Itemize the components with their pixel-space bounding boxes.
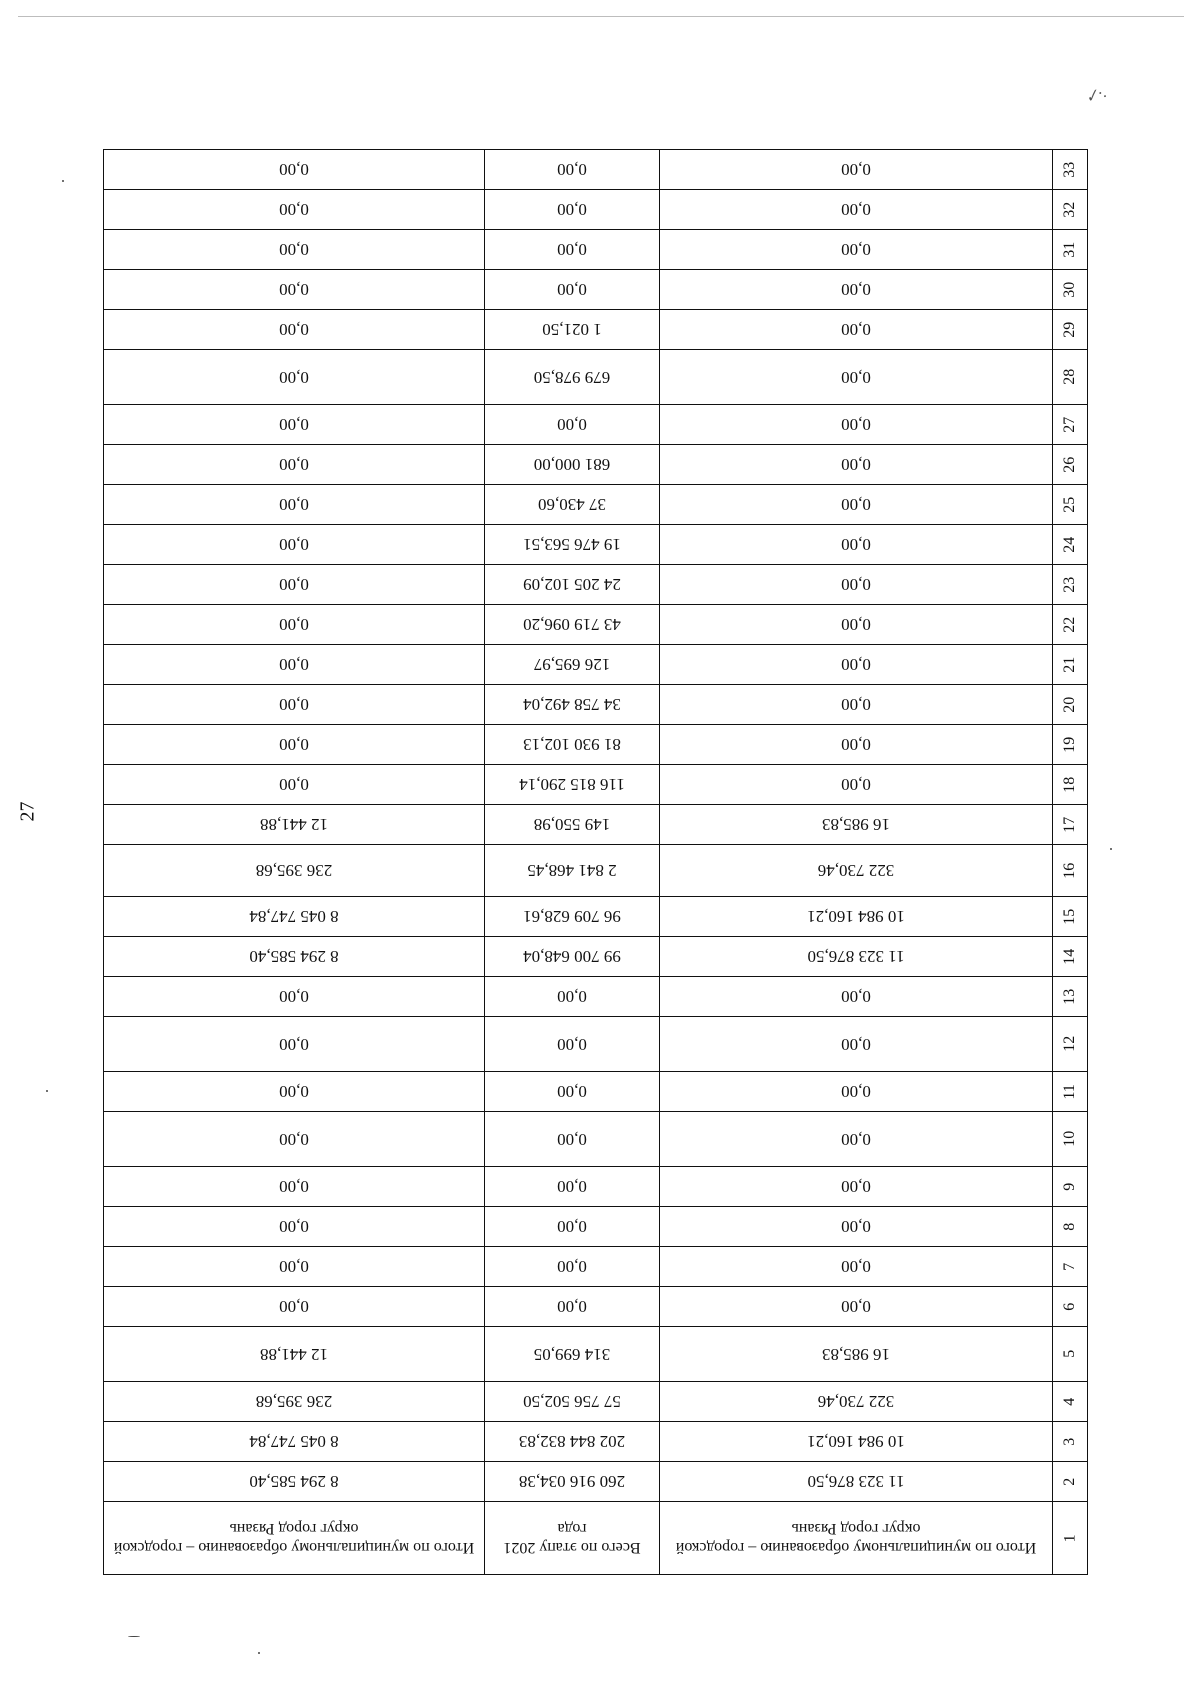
scan-dust xyxy=(46,1090,48,1092)
cell-col2: 202 844 832,83 xyxy=(485,1422,660,1462)
header-col2: Всего по этапу 2021 года xyxy=(485,1502,660,1575)
cell-col1: 0,00 xyxy=(660,310,1053,350)
cell-col2: 314 699,05 xyxy=(485,1327,660,1382)
row-number-cell: 29 xyxy=(1053,310,1088,350)
cell-col3: 0,00 xyxy=(104,1287,485,1327)
cell-col2: 43 719 096,20 xyxy=(485,605,660,645)
cell-col3: 0,00 xyxy=(104,1247,485,1287)
table-row xyxy=(104,1072,1088,1112)
cell-col2: 81 930 102,13 xyxy=(485,725,660,765)
cell-col2: 0,00 xyxy=(485,1167,660,1207)
cell-col2: 126 695,97 xyxy=(485,645,660,685)
row-number-cell: 17 xyxy=(1053,805,1088,845)
table-row xyxy=(104,230,1088,270)
row-number-cell: 32 xyxy=(1053,190,1088,230)
cell-col3: 0,00 xyxy=(104,230,485,270)
cell-col2: 0,00 xyxy=(485,1017,660,1072)
table-container xyxy=(110,40,1088,1575)
cell-col2: 0,00 xyxy=(485,1112,660,1167)
table-row xyxy=(104,1112,1088,1167)
table-row xyxy=(104,765,1088,805)
table-row xyxy=(104,190,1088,230)
cell-col2: 0,00 xyxy=(485,190,660,230)
table-row xyxy=(104,845,1088,897)
cell-col2: 19 476 563,51 xyxy=(485,525,660,565)
row-number-cell: 30 xyxy=(1053,270,1088,310)
cell-col3: 0,00 xyxy=(104,525,485,565)
row-number-cell: 26 xyxy=(1053,445,1088,485)
cell-col2: 57 756 502,50 xyxy=(485,1382,660,1422)
table-row xyxy=(104,1462,1088,1502)
row-number-cell: 1 xyxy=(1053,1502,1088,1575)
cell-col1: 0,00 xyxy=(660,1112,1053,1167)
cell-col3: 0,00 xyxy=(104,1207,485,1247)
cell-col3: 0,00 xyxy=(104,1167,485,1207)
row-number-cell: 15 xyxy=(1053,897,1088,937)
row-number-cell: 3 xyxy=(1053,1422,1088,1462)
row-number-cell: 27 xyxy=(1053,405,1088,445)
cell-col2: 0,00 xyxy=(485,270,660,310)
cell-col1: 11 323 876,50 xyxy=(660,937,1053,977)
cell-col1: 0,00 xyxy=(660,350,1053,405)
cell-col3: 0,00 xyxy=(104,725,485,765)
cell-col2: 0,00 xyxy=(485,150,660,190)
cell-col1: 0,00 xyxy=(660,230,1053,270)
table-row xyxy=(104,725,1088,765)
row-number-cell: 33 xyxy=(1053,150,1088,190)
cell-col2: 34 758 492,04 xyxy=(485,685,660,725)
cell-col3: 8 045 747,84 xyxy=(104,897,485,937)
cell-col2: 0,00 xyxy=(485,405,660,445)
cell-col3: 0,00 xyxy=(104,445,485,485)
row-number-cell: 14 xyxy=(1053,937,1088,977)
cell-col1: 0,00 xyxy=(660,1167,1053,1207)
cell-col2: 0,00 xyxy=(485,230,660,270)
header-col3: Итого по муниципальному образованию – городской округ город Рязань xyxy=(104,1502,485,1575)
cell-col3: 0,00 xyxy=(104,270,485,310)
cell-col1: 0,00 xyxy=(660,1287,1053,1327)
cell-col3: 0,00 xyxy=(104,150,485,190)
cell-col3: 0,00 xyxy=(104,1072,485,1112)
cell-col1: 16 985,83 xyxy=(660,805,1053,845)
cell-col3: 0,00 xyxy=(104,310,485,350)
row-number-cell: 22 xyxy=(1053,605,1088,645)
table-row xyxy=(104,937,1088,977)
cell-col3: 0,00 xyxy=(104,485,485,525)
row-number-cell: 6 xyxy=(1053,1287,1088,1327)
table-row xyxy=(104,485,1088,525)
cell-col3: 0,00 xyxy=(104,1017,485,1072)
page-number: 27 xyxy=(16,801,39,822)
table-row xyxy=(104,645,1088,685)
cell-col2: 1 021,50 xyxy=(485,310,660,350)
table-row xyxy=(104,1017,1088,1072)
cell-col1: 322 730,46 xyxy=(660,1382,1053,1422)
cell-col2: 99 700 648,04 xyxy=(485,937,660,977)
cell-col2: 0,00 xyxy=(485,1247,660,1287)
cell-col1: 0,00 xyxy=(660,405,1053,445)
cell-col1: 0,00 xyxy=(660,1207,1053,1247)
table-row xyxy=(104,1287,1088,1327)
cell-col1: 16 985,83 xyxy=(660,1327,1053,1382)
cell-col3: 0,00 xyxy=(104,765,485,805)
cell-col3: 8 294 585,40 xyxy=(104,1462,485,1502)
cell-col1: 10 984 160,21 xyxy=(660,897,1053,937)
row-number-cell: 18 xyxy=(1053,765,1088,805)
header-col1: Итого по муниципальному образованию – городской округ город Рязань xyxy=(660,1502,1053,1575)
row-number-cell: 12 xyxy=(1053,1017,1088,1072)
row-number-cell: 7 xyxy=(1053,1247,1088,1287)
scan-dust xyxy=(258,1652,260,1654)
table-row xyxy=(104,350,1088,405)
cell-col3: 0,00 xyxy=(104,685,485,725)
cell-col3: 236 395,68 xyxy=(104,1382,485,1422)
table-row xyxy=(104,977,1088,1017)
row-number-cell: 5 xyxy=(1053,1327,1088,1382)
row-number-cell: 8 xyxy=(1053,1207,1088,1247)
table-row xyxy=(104,897,1088,937)
cell-col2: 260 916 034,38 xyxy=(485,1462,660,1502)
row-number-cell: 21 xyxy=(1053,645,1088,685)
cell-col1: 0,00 xyxy=(660,485,1053,525)
cell-col1: 0,00 xyxy=(660,605,1053,645)
table-row xyxy=(104,1327,1088,1382)
cell-col3: 0,00 xyxy=(104,605,485,645)
cell-col3: 8 045 747,84 xyxy=(104,1422,485,1462)
table-row xyxy=(104,150,1088,190)
cell-col3: 0,00 xyxy=(104,405,485,445)
table-row xyxy=(104,1167,1088,1207)
table-row xyxy=(104,605,1088,645)
row-number-cell: 25 xyxy=(1053,485,1088,525)
header-row xyxy=(104,1502,1088,1575)
cell-col3: 12 441,88 xyxy=(104,1327,485,1382)
cell-col1: 11 323 876,50 xyxy=(660,1462,1053,1502)
table-row xyxy=(104,525,1088,565)
scan-dust xyxy=(128,1636,140,1637)
scan-dust xyxy=(1110,848,1112,850)
cell-col2: 679 978,50 xyxy=(485,350,660,405)
cell-col1: 0,00 xyxy=(660,1017,1053,1072)
row-number-cell: 2 xyxy=(1053,1462,1088,1502)
row-number-cell: 10 xyxy=(1053,1112,1088,1167)
cell-col1: 10 984 160,21 xyxy=(660,1422,1053,1462)
row-number-cell: 4 xyxy=(1053,1382,1088,1422)
row-number-cell: 11 xyxy=(1053,1072,1088,1112)
cell-col1: 0,00 xyxy=(660,270,1053,310)
handwritten-mark: ✓·. xyxy=(1082,83,1109,108)
table-row xyxy=(104,405,1088,445)
table-row xyxy=(104,685,1088,725)
cell-col2: 24 205 102,09 xyxy=(485,565,660,605)
cell-col3: 12 441,88 xyxy=(104,805,485,845)
cell-col1: 0,00 xyxy=(660,565,1053,605)
cell-col1: 0,00 xyxy=(660,685,1053,725)
table-row xyxy=(104,1207,1088,1247)
row-number-cell: 31 xyxy=(1053,230,1088,270)
table-row xyxy=(104,1382,1088,1422)
cell-col3: 0,00 xyxy=(104,350,485,405)
cell-col1: 322 730,46 xyxy=(660,845,1053,897)
cell-col2: 0,00 xyxy=(485,1072,660,1112)
cell-col2: 0,00 xyxy=(485,1287,660,1327)
cell-col1: 0,00 xyxy=(660,977,1053,1017)
cell-col2: 96 709 628,61 xyxy=(485,897,660,937)
cell-col1: 0,00 xyxy=(660,1072,1053,1112)
cell-col2: 0,00 xyxy=(485,977,660,1017)
cell-col2: 116 815 290,14 xyxy=(485,765,660,805)
row-number-cell: 16 xyxy=(1053,845,1088,897)
financial-table xyxy=(103,149,1088,1575)
table-row xyxy=(104,565,1088,605)
cell-col2: 37 430,60 xyxy=(485,485,660,525)
cell-col2: 0,00 xyxy=(485,1207,660,1247)
row-number-cell: 23 xyxy=(1053,565,1088,605)
cell-col1: 0,00 xyxy=(660,150,1053,190)
cell-col1: 0,00 xyxy=(660,190,1053,230)
row-number-cell: 24 xyxy=(1053,525,1088,565)
table-row xyxy=(104,310,1088,350)
cell-col3: 8 294 585,40 xyxy=(104,937,485,977)
cell-col3: 0,00 xyxy=(104,977,485,1017)
cell-col1: 0,00 xyxy=(660,445,1053,485)
row-number-cell: 28 xyxy=(1053,350,1088,405)
row-number-cell: 20 xyxy=(1053,685,1088,725)
top-rule xyxy=(18,16,1184,17)
row-number-cell: 19 xyxy=(1053,725,1088,765)
table-row xyxy=(104,1247,1088,1287)
table-row xyxy=(104,1422,1088,1462)
cell-col3: 0,00 xyxy=(104,1112,485,1167)
cell-col1: 0,00 xyxy=(660,525,1053,565)
table-row xyxy=(104,805,1088,845)
cell-col2: 2 841 468,45 xyxy=(485,845,660,897)
table-row xyxy=(104,270,1088,310)
cell-col1: 0,00 xyxy=(660,645,1053,685)
cell-col3: 236 395,68 xyxy=(104,845,485,897)
cell-col1: 0,00 xyxy=(660,725,1053,765)
cell-col3: 0,00 xyxy=(104,190,485,230)
row-number-cell: 9 xyxy=(1053,1167,1088,1207)
cell-col1: 0,00 xyxy=(660,765,1053,805)
cell-col3: 0,00 xyxy=(104,565,485,605)
scan-dust xyxy=(62,180,64,182)
cell-col1: 0,00 xyxy=(660,1247,1053,1287)
cell-col3: 0,00 xyxy=(104,645,485,685)
table-row xyxy=(104,445,1088,485)
cell-col2: 681 000,00 xyxy=(485,445,660,485)
row-number-cell: 13 xyxy=(1053,977,1088,1017)
cell-col2: 149 550,98 xyxy=(485,805,660,845)
